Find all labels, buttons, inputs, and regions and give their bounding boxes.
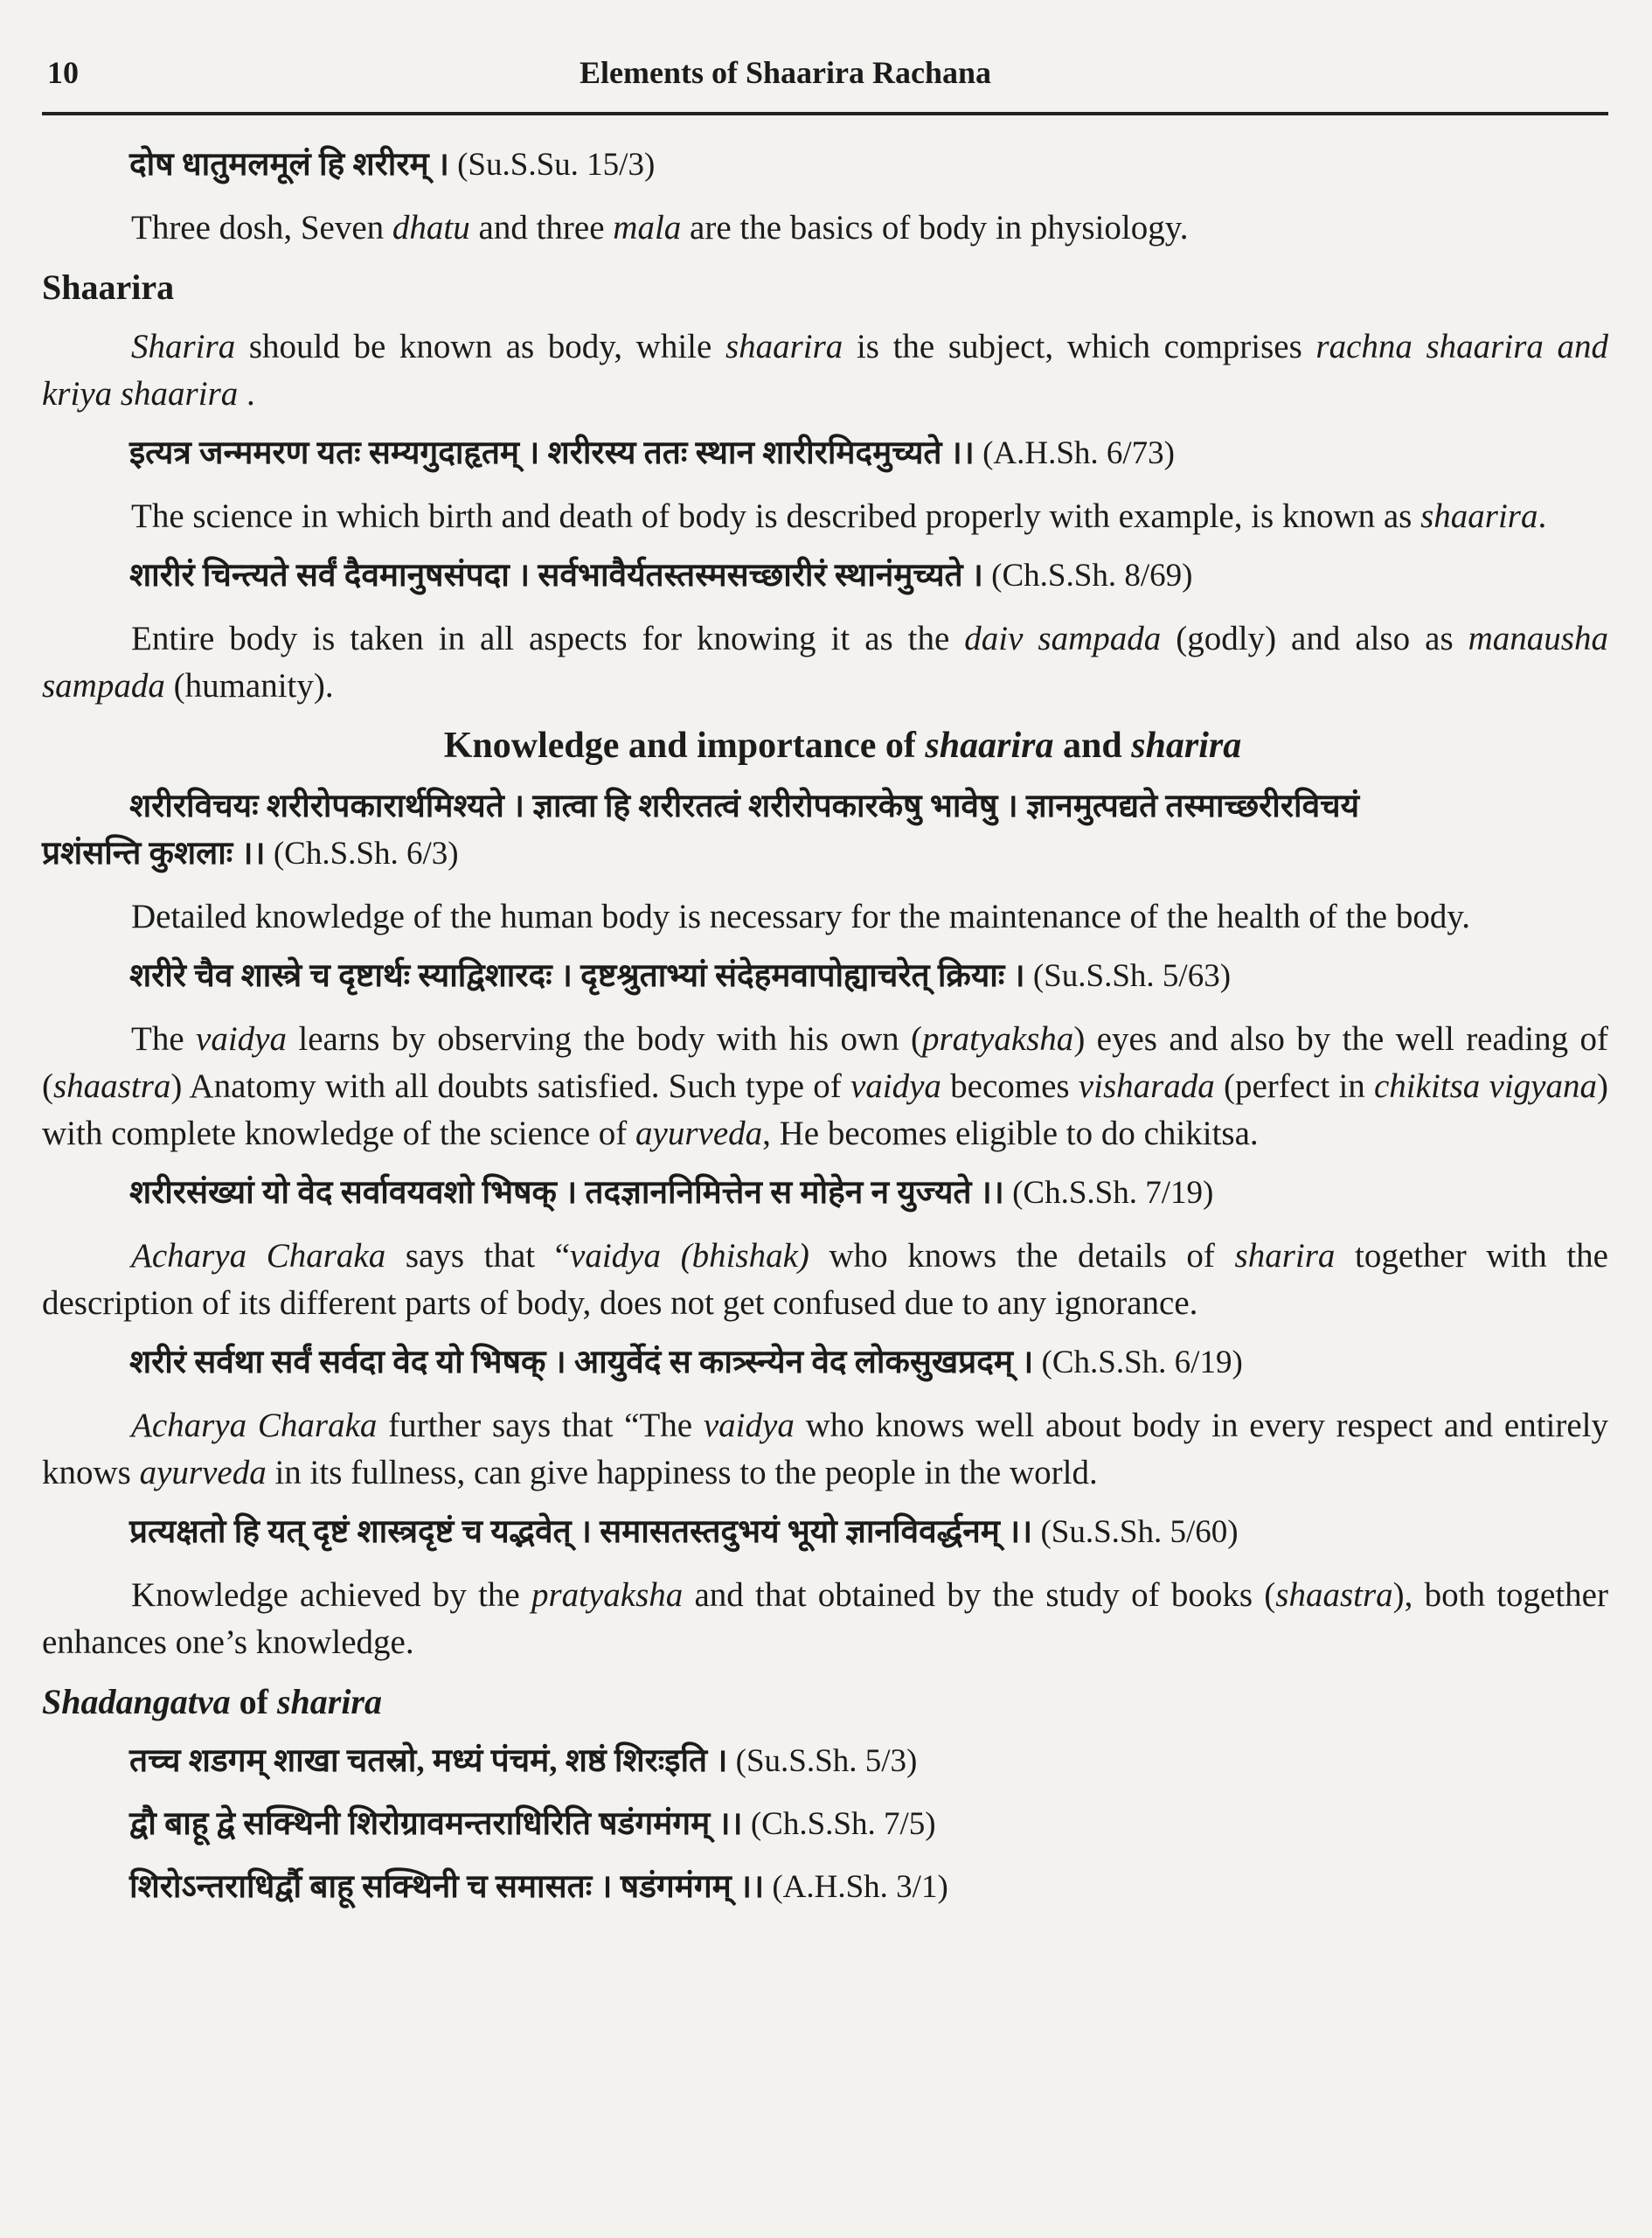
verse-text: शिरोऽन्तराधिर्द्वौ बाहू सक्थिनी च समासतः । षडंगमंगम् ।। bbox=[129, 1869, 765, 1905]
verse-text: इत्यत्र जन्ममरण यतः सम्यगुदाहृतम् । शरीरस्य ततः स्थान शारीरमिदमुच्यते ।। bbox=[129, 435, 975, 471]
verse-text: द्वौ बाहू द्वे सक्थिनी शिरोग्रावमन्तराधिरिति षडंगमंगम् ।। bbox=[129, 1806, 743, 1842]
verse-reference: (Ch.S.Sh. 8/69) bbox=[991, 558, 1193, 594]
centered-section-heading: Knowledge and importance of shaarira and sharira bbox=[443, 726, 1242, 766]
paragraph: Acharya Charaka says that “vaidya (bhishak) who knows the details of sharira together with the description of its different parts of body, does not get confused due to any ignorance. bbox=[42, 1237, 1608, 1322]
header-rule bbox=[42, 112, 1608, 115]
page-header bbox=[42, 54, 1615, 115]
paragraph: Detailed knowledge of the human body is necessary for the maintenance of the health of the body. bbox=[131, 898, 1471, 935]
verse-reference: (Ch.S.Sh. 7/19) bbox=[1012, 1175, 1214, 1211]
verse-text: तच्च शडगम् शाखा चतस्रो, मध्यं पंचमं, शष्ठं शिरःइति । bbox=[129, 1743, 728, 1779]
running-title: Elements of Shaarira Rachana bbox=[580, 55, 991, 90]
sanskrit-verse bbox=[42, 953, 1608, 1000]
sanskrit-verse bbox=[42, 142, 1608, 189]
sanskrit-verse bbox=[42, 1170, 1608, 1217]
page-number: 10 bbox=[47, 55, 79, 90]
verse-reference: (Su.S.Sh. 5/3) bbox=[735, 1743, 918, 1779]
paragraph: Knowledge achieved by the pratyaksha and that obtained by the study of books (shaastra), both together enhances one’s knowledge. bbox=[42, 1576, 1608, 1661]
sanskrit-verse bbox=[42, 783, 1608, 878]
verse-text: शारीरं चिन्त्यते सर्वं दैवमानुषसंपदा । सर्वभावैर्यतस्तस्मसच्छारीरं स्थानंमुच्यते । bbox=[129, 558, 983, 594]
paragraph: Acharya Charaka further says that “The vaidya who knows well about body in every respect and entirely knows ayurveda in its fullness, can give happiness to the people in the world. bbox=[42, 1407, 1608, 1491]
paragraph: The vaidya learns by observing the body with his own (pratyaksha) eyes and also by the well reading of (shaastra) Anatomy with all doubts satisfied. Such type of vaidya becomes visharada (perfect in chikitsa vigyana) with complete knowledge of the science of ayurveda, He becomes eligible to do chikitsa. bbox=[42, 1020, 1608, 1152]
verse-reference: (Su.S.Su. 15/3) bbox=[457, 147, 656, 183]
paragraph: Sharira should be known as body, while shaarira is the subject, which comprises rachna shaarira and kriya shaarira . bbox=[42, 328, 1608, 413]
verse-text: शरीरं सर्वथा सर्वं सर्वदा वेद यो भिषक् । आयुर्वेदं स कात्र्स्न्येन वेद लोकसुखप्रदम् । bbox=[129, 1345, 1034, 1380]
sanskrit-verse bbox=[42, 430, 1608, 477]
sanskrit-verse bbox=[42, 1738, 1608, 1785]
paragraph: The science in which birth and death of body is described properly with example, is known as shaarira. bbox=[131, 497, 1547, 535]
verse-reference: (Ch.S.Sh. 6/3) bbox=[273, 836, 459, 872]
verse-text-continued: प्रशंसन्ति कुशलाः ।। bbox=[42, 836, 266, 872]
verse-reference: (A.H.Sh. 6/73) bbox=[982, 435, 1176, 471]
sanskrit-verse bbox=[42, 553, 1608, 600]
verse-text: प्रत्यक्षतो हि यत् दृष्टं शास्त्रदृष्टं च यद्भवेत् । समासतस्तदुभयं भूयो ज्ञानविवर्द्धनम् ।। bbox=[129, 1514, 1033, 1550]
verse-text: शरीरविचयः शरीरोपकारार्थमिश्यते । ज्ञात्वा हि शरीरतत्वं शरीरोपकारकेषु भावेषु । ज्ञानमुत्पद्यते तस्माच्छरीरविचयं bbox=[129, 789, 1360, 824]
page-body bbox=[42, 142, 1608, 1927]
verse-reference: (Su.S.Sh. 5/63) bbox=[1032, 958, 1232, 994]
verse-reference: (Ch.S.Sh. 6/19) bbox=[1041, 1345, 1243, 1380]
section-heading: Shadangatva of sharira bbox=[42, 1682, 382, 1721]
sanskrit-verse bbox=[42, 1864, 1608, 1911]
verse-reference: (Ch.S.Sh. 7/5) bbox=[750, 1806, 936, 1842]
verse-text: दोष धातुमलमूलं हि शरीरम् । bbox=[129, 147, 449, 183]
paragraph: Three dosh, Seven dhatu and three mala are the basics of body in physiology. bbox=[131, 209, 1189, 247]
verse-reference: (Su.S.Sh. 5/60) bbox=[1040, 1514, 1239, 1550]
sanskrit-verse bbox=[42, 1801, 1608, 1848]
sanskrit-verse bbox=[42, 1509, 1608, 1556]
section-heading: Shaarira bbox=[42, 268, 175, 307]
verse-reference: (A.H.Sh. 3/1) bbox=[772, 1869, 948, 1905]
verse-text: शरीरे चैव शास्त्रे च दृष्टार्थः स्याद्विशारदः । दृष्टश्रुताभ्यां संदेहमवापोह्याचरेत् क्रियाः । bbox=[129, 958, 1025, 994]
paragraph: Entire body is taken in all aspects for knowing it as the daiv sampada (godly) and also as manausha sampada (humanity). bbox=[42, 620, 1608, 705]
sanskrit-verse bbox=[42, 1339, 1608, 1387]
verse-text: शरीरसंख्यां यो वेद सर्वावयवशो भिषक् । तदज्ञाननिमित्तेन स मोहेन न युज्यते ।। bbox=[129, 1175, 1004, 1211]
